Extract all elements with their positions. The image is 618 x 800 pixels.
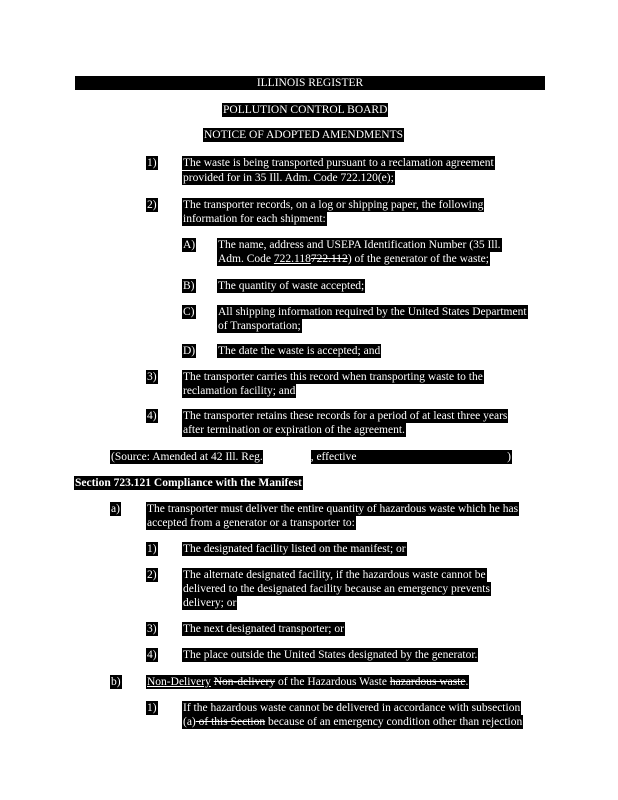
item-label: 4)	[147, 410, 157, 422]
source-text: , effective	[310, 451, 357, 463]
item-text-line: of Transportation;	[218, 320, 301, 332]
item-text-line	[182, 715, 523, 729]
blank-field	[263, 450, 311, 464]
item-label: 1)	[147, 702, 157, 714]
item-text-line: The waste is being transported pursuant to a reclamation agreement	[183, 157, 494, 169]
text-plain: ) of the generator of the waste;	[347, 253, 489, 265]
inserted-text: 722.118	[273, 253, 311, 265]
item-text-line: The transporter carries this record when transporting waste to the	[183, 371, 483, 383]
item-text-line: provided for in 35 Ill. Adm. Code 722.120(e);	[183, 172, 394, 184]
notice-title: NOTICE OF ADOPTED AMENDMENTS	[204, 129, 404, 141]
item-label: D)	[183, 345, 196, 357]
item-text-line: after termination or expiration of the agreement.	[183, 424, 405, 436]
inserted-text: Non-Delivery	[147, 676, 211, 688]
deleted-text: hazardous waste	[389, 676, 466, 688]
item-text-line: All shipping information required by the United States Department	[218, 306, 527, 318]
subsection-text-line: The transporter must deliver the entire quantity of hazardous waste which he has	[147, 503, 519, 515]
item-label: 4)	[147, 649, 157, 661]
item-text-line: reclamation facility; and	[183, 385, 296, 397]
text-plain: because of an emergency condition other than rejection	[265, 716, 523, 728]
item-text-line: If the hazardous waste cannot be delivered in accordance with subsection	[183, 702, 521, 714]
source-text: )	[507, 451, 511, 463]
item-text-line: delivered to the designated facility because an emergency prevents	[183, 583, 490, 595]
item-text-line: The next designated transporter; or	[183, 623, 344, 635]
source-text: (Source: Amended at 42 Ill. Reg.	[111, 451, 263, 463]
deleted-text: 722.112	[310, 253, 348, 265]
source-note	[110, 450, 512, 464]
item-text-line: The place outside the United States designated by the generator.	[183, 649, 478, 661]
subsection-text-line: accepted from a generator or a transporter to:	[147, 517, 355, 529]
item-text-line: The transporter retains these records for a period of at least three years	[183, 410, 508, 422]
item-label: A)	[183, 239, 196, 251]
subsection-heading	[146, 675, 469, 689]
deleted-text: Non-delivery	[213, 676, 276, 688]
text-plain: .	[465, 676, 469, 688]
item-text-line: information for each shipment:	[183, 213, 326, 225]
item-text-line: The alternate designated facility, if the hazardous waste cannot be	[183, 569, 486, 581]
text-plain: of the Hazardous Waste	[275, 676, 387, 688]
section-heading: Section 723.121 Compliance with the Manifest	[75, 477, 302, 489]
item-text-line	[217, 252, 490, 266]
item-label: 1)	[147, 543, 157, 555]
board-title: POLLUTION CONTROL BOARD	[223, 104, 388, 116]
item-label: 3)	[147, 371, 157, 383]
subsection-label: b)	[111, 676, 121, 688]
register-title: ILLINOIS REGISTER	[75, 76, 545, 90]
item-text-line: The date the waste is accepted; and	[218, 345, 381, 357]
item-label: 3)	[147, 623, 157, 635]
subsection-label: a)	[111, 503, 120, 515]
item-label: 2)	[147, 569, 157, 581]
item-label: 1)	[147, 157, 157, 169]
deleted-text: of this Section	[195, 716, 266, 728]
item-label: B)	[183, 280, 195, 292]
text-plain: Adm. Code	[218, 253, 274, 265]
text-plain: (a)	[183, 716, 196, 728]
item-label: 2)	[147, 199, 157, 211]
item-text-line: The transporter records, on a log or shipping paper, the following	[183, 199, 484, 211]
item-label: C)	[183, 306, 195, 318]
item-text-line: The name, address and USEPA Identification Number (35 Ill.	[218, 239, 501, 251]
item-text-line: The designated facility listed on the manifest; or	[183, 543, 406, 555]
item-text-line: The quantity of waste accepted;	[218, 280, 365, 292]
item-text-line: delivery; or	[183, 597, 237, 609]
